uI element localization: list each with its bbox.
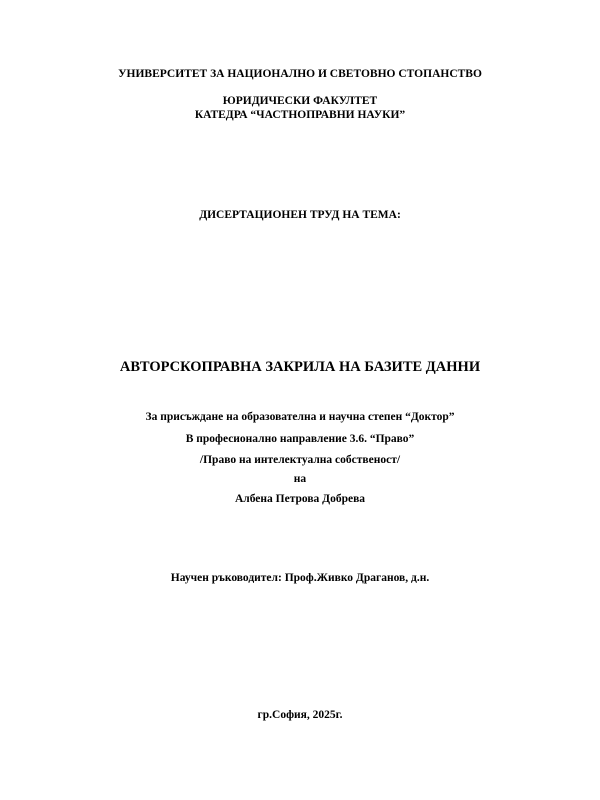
work-type-heading: ДИСЕРТАЦИОНЕН ТРУД НА ТЕМА: bbox=[199, 209, 401, 221]
specialty-line: /Право на интелектуална собственост/ bbox=[199, 454, 401, 466]
by-word: на bbox=[293, 473, 307, 485]
faculty-name: ЮРИДИЧЕСКИ ФАКУЛТЕТ bbox=[222, 95, 378, 107]
dissertation-title: АВТОРСКОПРАВНА ЗАКРИЛА НА БАЗИТЕ ДАННИ bbox=[119, 359, 481, 375]
supervisor-line: Научен ръководител: Проф.Живко Драганов, д.н. bbox=[170, 572, 430, 584]
university-name: УНИВЕРСИТЕТ ЗА НАЦИОНАЛНО И СВЕТОВНО СТОПАНСТВО bbox=[118, 68, 482, 80]
degree-line: За присъждане на образователна и научна степен “Доктор” bbox=[145, 411, 455, 423]
author-name: Албена Петрова Добрева bbox=[234, 493, 366, 505]
field-line: В професионално направление 3.6. “Право” bbox=[185, 433, 415, 445]
department-name: КАТЕДРА “ЧАСТНОПРАВНИ НАУКИ” bbox=[194, 109, 406, 121]
place-date: гр.София, 2025г. bbox=[257, 709, 343, 721]
